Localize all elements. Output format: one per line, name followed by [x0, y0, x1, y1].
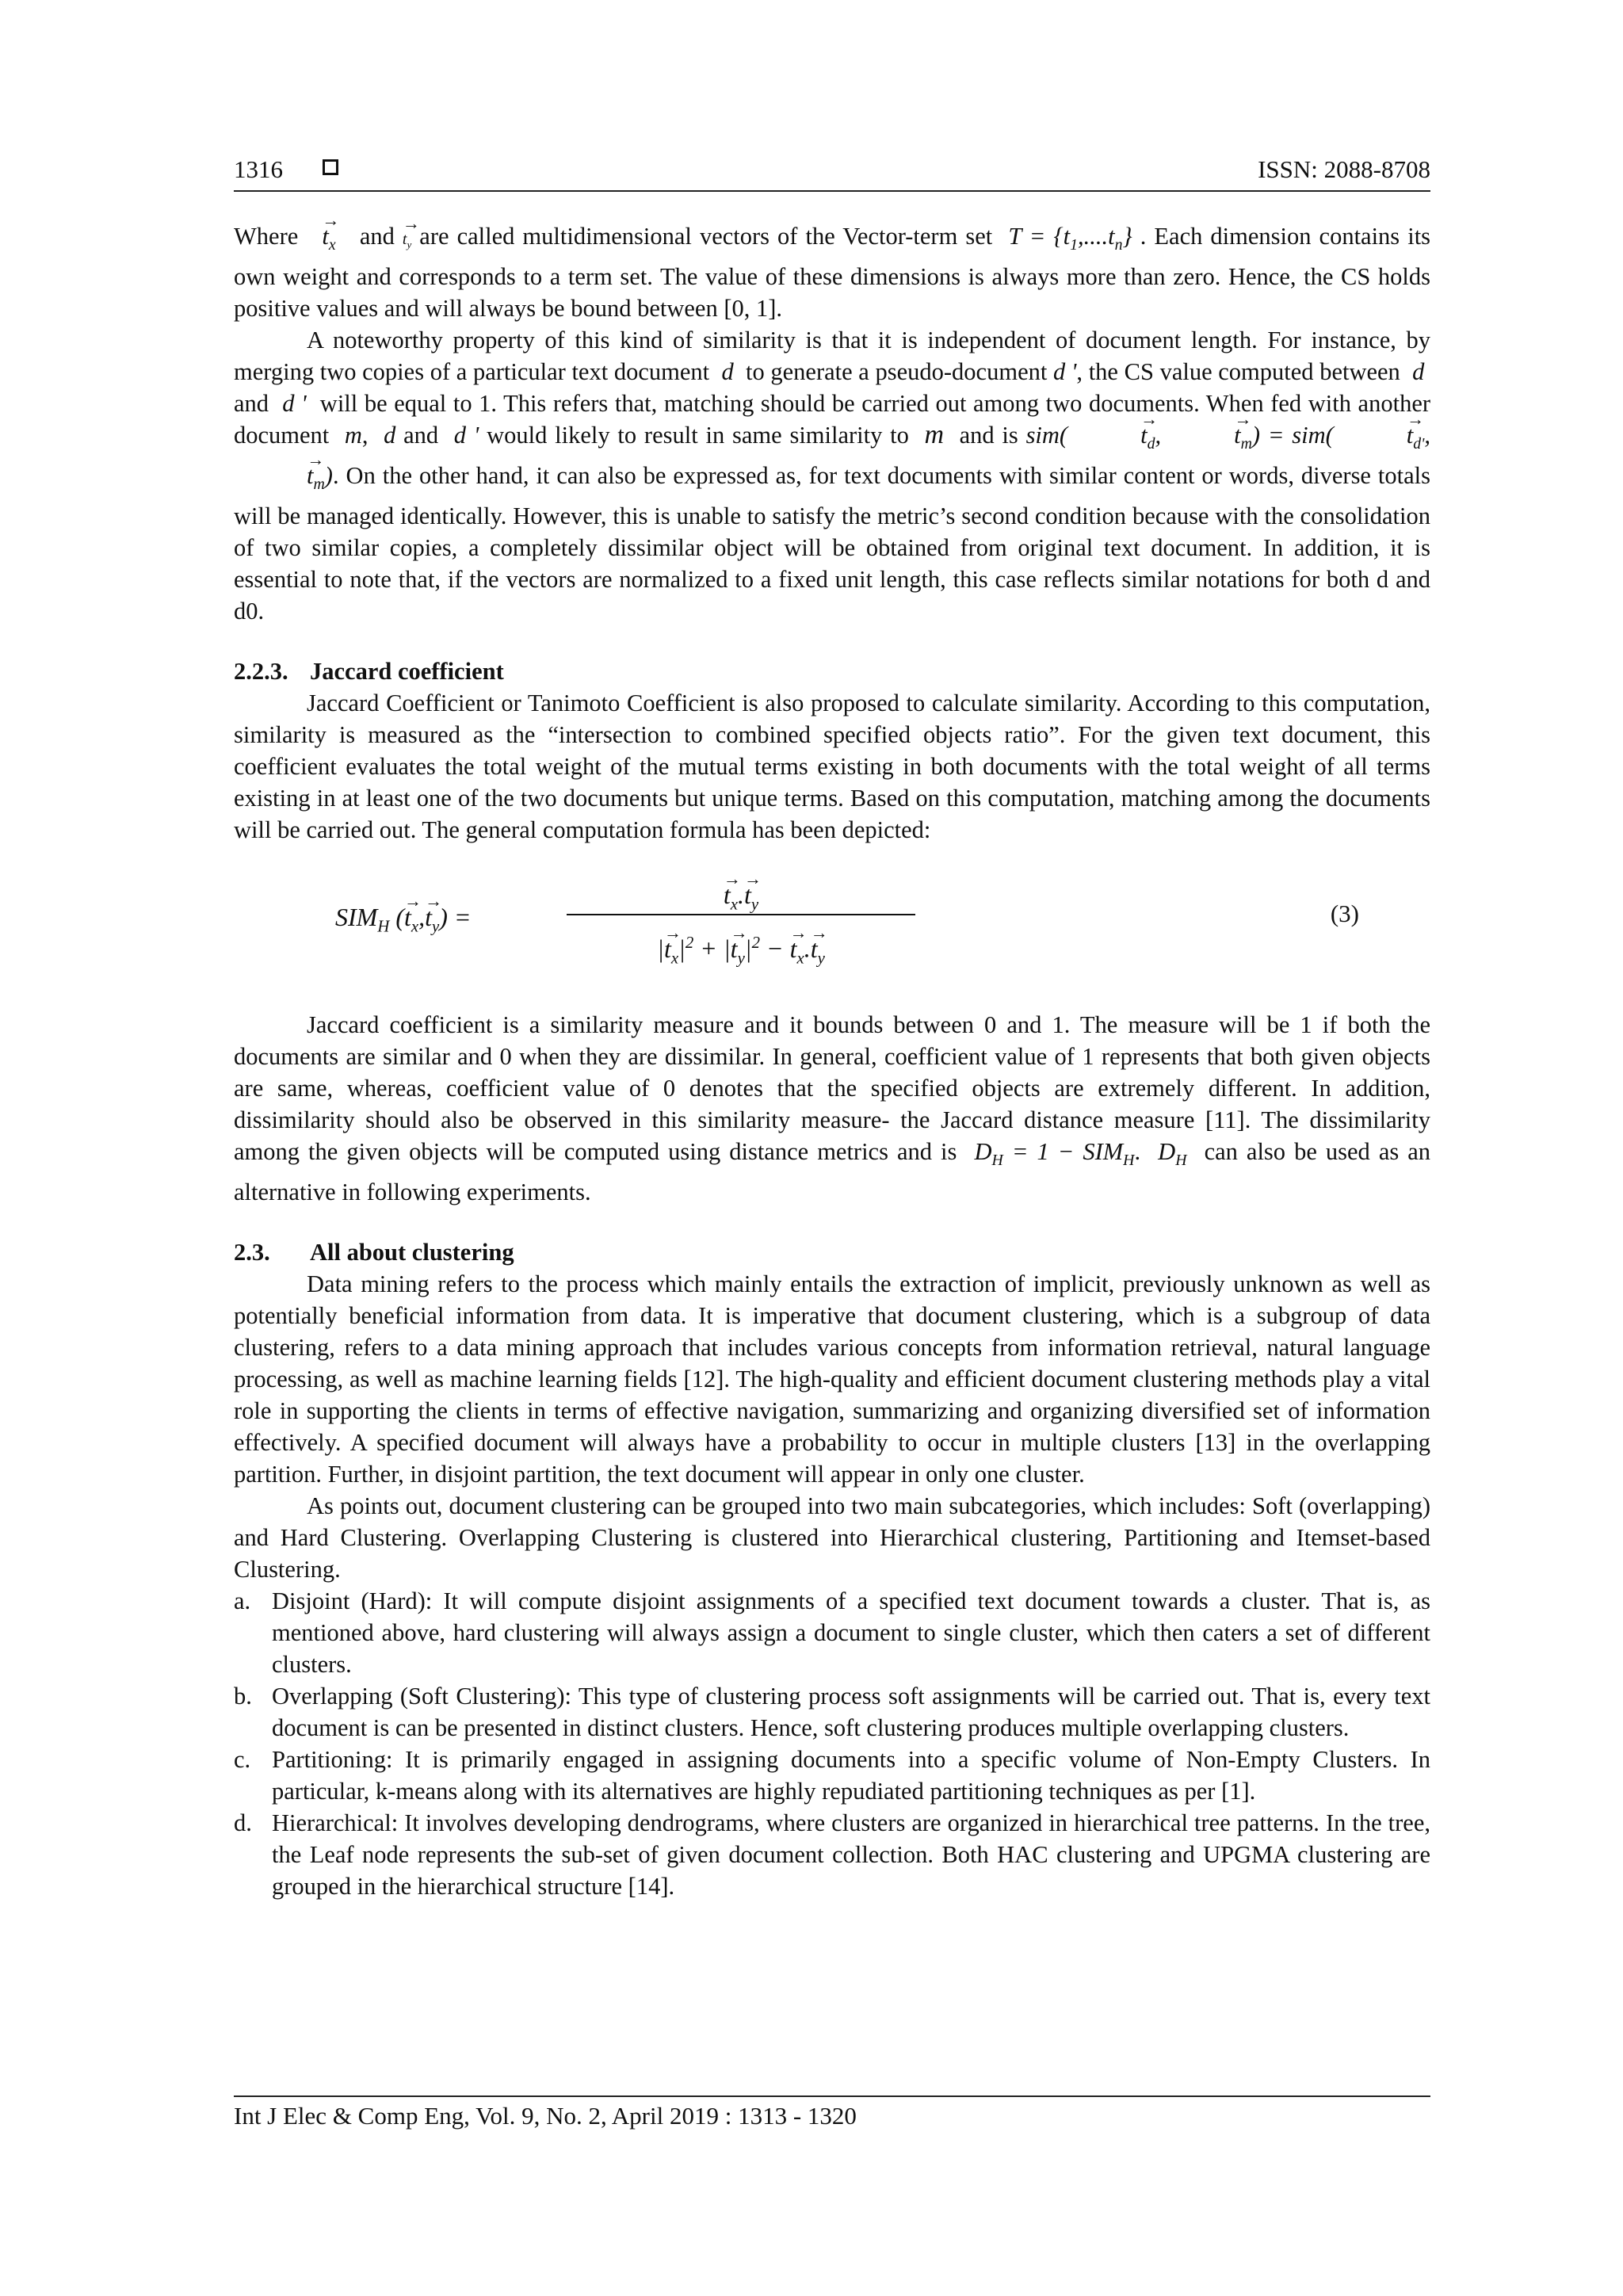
page-body [234, 220, 1430, 1902]
equation-3 [234, 863, 1430, 998]
section-heading-2-3: 2.3. All about clustering [234, 1239, 514, 1266]
issn: ISSN: 2088-8708 [1258, 155, 1430, 183]
page-footer: Int J Elec & Comp Eng, Vol. 9, No. 2, April 2019 : 1313 - 1320 [234, 2095, 1430, 2130]
paragraph-cs-property: A noteworthy property of this kind of similarity is that it is independent of document length. For instance, by merging two copies of a particular text document d to generate a pseudo-document d ', the CS value computed between d and d ' will be equal to 1. This refers that, matching should be carried out among two documents. When fed with another document m, d and d ' would likely to result in same similarity to m and is $sim(\to t_d,\to t_m) = sim(\to t_{d'},\to t_m)$. On the other hand, it can also be expressed as, for text documents with similar content or words, diverse totals will be managed identically. However, this is unable to satisfy the metric’s second condition because with the consolidation of two similar copies, a completely dissimilar object will be obtained from original text document. In addition, it is essential to note that, if the vectors are normalized to a fixed unit length, this case reflects similar notations for both d and d0. [234, 324, 1430, 627]
equation-number: (3) [1330, 900, 1359, 928]
page-number: 1316 [234, 155, 283, 183]
paragraph-cs-vectors: Where → $t_x$ and → $t_y$ are called multidimensional vectors of the Vector-term set $T = \{t_1,....t_n\}$ . Each dimension contains its own weight and corresponds to a term set. The value of these dimensions is always more than zero. Hence, the CS holds positive values and will always be bound between [0, 1]. [234, 220, 1430, 324]
distance-formula: $D_H = 1 - SIM_H$ [974, 1138, 1135, 1170]
vector-tx: → $t_x$ [322, 220, 335, 261]
similarity-equality: $sim(\to t_d,\to t_m) = sim(\to t_{d'},\to t_m)$ [234, 422, 1430, 489]
paragraph-jaccard-bounds: Jaccard coefficient is a similarity measure and it bounds between 0 and 1. The measure will be 1 if both the documents are similar and 0 when they are dissimilar. In general, coefficient value of 1 represents that both given objects are same, whereas, coefficient value of 0 denotes that the specified objects are extremely different. In addition, dissimilarity should also be observed in this similarity measure- the Jaccard distance measure [11]. The dissimilarity among the given objects will be computed using distance metrics and is $D_H = 1 - SIM_H$. $D_H$ can also be used as an alternative in following experiments. [234, 1011, 1431, 1206]
list-item: b. Overlapping (Soft Clustering): This type of clustering process soft assignments will be carried out. That is, every text document is can be presented in distinct clusters. Hence, soft clustering produces multiple overlapping clusters. [234, 1683, 1430, 1742]
paragraph-clustering-types: As points out, document clustering can be grouped into two main subcategories, which includes: Soft (overlapping) and Hard Clustering. Overlapping Clustering is clustered into Hierarchical clustering, Partitioning and Itemset-based Clustering. [234, 1492, 1430, 1584]
equation-lhs: $SIM_H$ (→ $t_x,\to t_y$) = [335, 901, 472, 942]
clustering-list [234, 1585, 1430, 1902]
vector-ty: → $t_y$ [403, 223, 411, 261]
list-item: c. Partitioning: It is primarily engaged in assigning documents into a specific volume of Non-Empty Clusters. In particular, k-means along with its alternatives are highly repudiated partitioning techniques as per [1]. [234, 1746, 1430, 1805]
square-icon [323, 159, 338, 175]
paragraph-data-mining: Data mining refers to the process which mainly entails the extraction of implicit, previously unknown as well as potentially beneficial information from data. It is imperative that document clustering, which is a subgroup of data clustering, refers to a data mining approach that includes various concepts from information retrieval, natural language processing, as well as machine learning fields [12]. The high-quality and efficient document clustering methods play a vital role in supporting the clients in terms of effective navigation, summarizing and organizing diversified set of information effectively. A specified document will always have a probability to occur in multiple clusters [13] in the overlapping partition. Further, in disjoint partition, the text document will appear in only one cluster. [234, 1270, 1430, 1488]
list-item: a. Disjoint (Hard): It will compute disjoint assignments of a specified text document towards a cluster. That is, as mentioned above, hard clustering will always assign a document to single cluster, which then caters a set of different clusters. [234, 1587, 1430, 1679]
equation-fraction: → $t_x.\to t_y$ |→ $t_x|^2$ + |→ $t_y|^2$ − → $t_x.\to t_y$ [567, 863, 915, 983]
page-header [234, 155, 1430, 192]
list-item: d. Hierarchical: It involves developing dendrograms, where clusters are organized in hierarchical tree patterns. In the tree, the Leaf node represents the sub-set of given document collection. Both HAC clustering and UPGMA clustering are grouped in the hierarchical structure [14]. [234, 1809, 1430, 1901]
term-set-formula: $T = \{t_1,....t_n\}$ [1008, 223, 1132, 254]
paragraph-jaccard-intro: Jaccard Coefficient or Tanimoto Coefficient is also proposed to calculate similarity. According to this computation, similarity is measured as the “intersection to combined specified objects ratio”. For the given text document, this coefficient evaluates the total weight of the mutual terms existing in both documents with the total weight of all terms existing in at least one of the two documents but unique terms. Based on this computation, matching among the documents will be carried out. The general computation formula has been depicted: [234, 690, 1430, 844]
section-heading-2-2-3: 2.2.3. Jaccard coefficient [234, 658, 504, 686]
